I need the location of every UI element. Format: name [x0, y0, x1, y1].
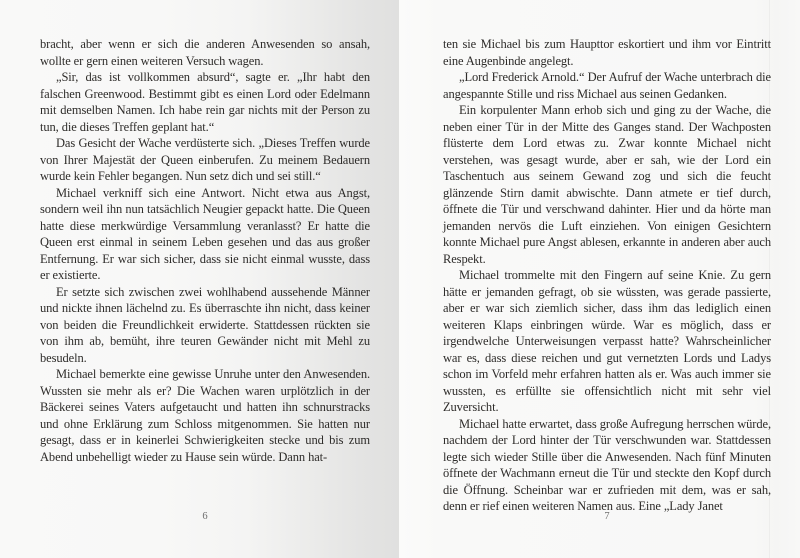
paragraph: ten sie Michael bis zum Haupttor eskortiert und ihm vor Eintritt eine Augenbinde angelegt. — [443, 37, 771, 68]
paragraph: Das Gesicht der Wache verdüsterte sich. „Dieses Treffen wurde von Ihrer Majestät der Queen einberufen. Zu meinem Bedauern wurde kein Fehler begangen. Nun setz dich und sei still.“ — [40, 136, 370, 183]
paragraph: Michael hatte erwartet, dass große Aufregung herrschen würde, nachdem der Lord hinter der Tür verschwunden war. Stattdessen legte sich wieder Stille über die Anwesenden. Nach fünf Minuten öffnete der Wachmann erneut die Tür und steckte den Kopf durch die Öffnung. Scheinbar war er zufrieden mit dem, was er sah, denn er rief einen weiteren Namen aus. Eine „Lady Janet — [443, 416, 771, 513]
book-page-right — [399, 0, 800, 558]
paragraph: Michael verkniff sich eine Antwort. Nicht etwa aus Angst, sondern weil ihn nun tatsächlich Neugier gepackt hatte. Die Queen hatte diese merkwürdige Versammlung veranlasst? Er hatte die Queen erst einmal in seinem Leben gesehen und das aus großer Entfernung. Er war sich sicher, dass sie nicht einmal wusste, dass er existierte. — [40, 185, 370, 282]
paragraph: Er setzte sich zwischen zwei wohlhabend aussehende Männer und nickte ihnen lächelnd zu. Es überraschte ihn nicht, dass keiner von beiden die Freundlichkeit erwiderte. Stattdessen rückten sie von ihm ab, bemüht, ihre teuren Gewänder nicht mit Mehl zu besudeln. — [40, 284, 370, 365]
paragraph: Ein korpulenter Mann erhob sich und ging zu der Wache, die neben einer Tür in der Mitte des Ganges stand. Der Wachposten flüsterte dem Lord etwas zu. Zwar konnte Michael nicht verstehen, was gesagt wurde, aber er sah, wie der Lord ein Taschentuch aus seinem Gewand zog und sich die feucht glänzende Stirn damit abwischte. Dann atmete er tief durch, öffnete die Tür und verschwand dahinter. Hier und da hörte man jemanden nervös die Luft einziehen. Von einigen Gesichtern konnte Michael pure Angst ablesen, erkannte in anderen aber auch Respekt. — [443, 103, 771, 266]
paragraph: „Lord Frederick Arnold.“ Der Aufruf der Wache unterbrach die angespannte Stille und riss Michael aus seinen Gedanken. — [443, 70, 771, 101]
paragraph: bracht, aber wenn er sich die anderen Anwesenden so ansah, wollte er gern einen weiteren Versuch wagen. — [40, 37, 370, 68]
paragraph: Michael bemerkte eine gewisse Unruhe unter den Anwesenden. Wussten sie mehr als er? Die Wachen waren urplötzlich in der Bäckerei seines Vaters aufgetaucht und hatten ihn schnurstracks und ohne Erklärung zum Schloss mitgenommen. Sie hatten nur gesagt, dass er in keinerlei Schwierigkeiten stecke und bis zum Abend unbehelligt wieder zu Hause sein würde. Dann hat- — [40, 367, 370, 464]
page-text-left — [40, 36, 370, 465]
page-text-right — [443, 36, 771, 515]
paragraph: „Sir, das ist vollkommen absurd“, sagte er. „Ihr habt den falschen Greenwood. Bestimmt gibt es einen Lord oder Edelmann mit demselben Namen. Ich habe rein gar nichts mit der Person zu tun, die dieses Treffen geplant hat.“ — [40, 70, 370, 134]
page-number-left: 6 — [202, 511, 208, 522]
paragraph: Michael trommelte mit den Fingern auf seine Knie. Zu gern hätte er jemanden gefragt, ob sie wüssten, was gerade passierte, aber er war sich ziemlich sicher, dass ihm das lediglich einen weiteren Klaps einbringen würde. War es möglich, dass er irgendwelche Unterweisungen verpasst hatte? Wahrscheinlicher war es, dass diese reichen und gut vernetzten Lords und Ladys schon im Vorfeld mehr erfahren hatten als er. Was auch immer sie wussten, es erfüllte sie offensichtlich nicht mit sehr viel Zuversicht. — [443, 268, 771, 414]
book-page-left — [0, 0, 399, 558]
page-number-right: 7 — [604, 511, 610, 522]
